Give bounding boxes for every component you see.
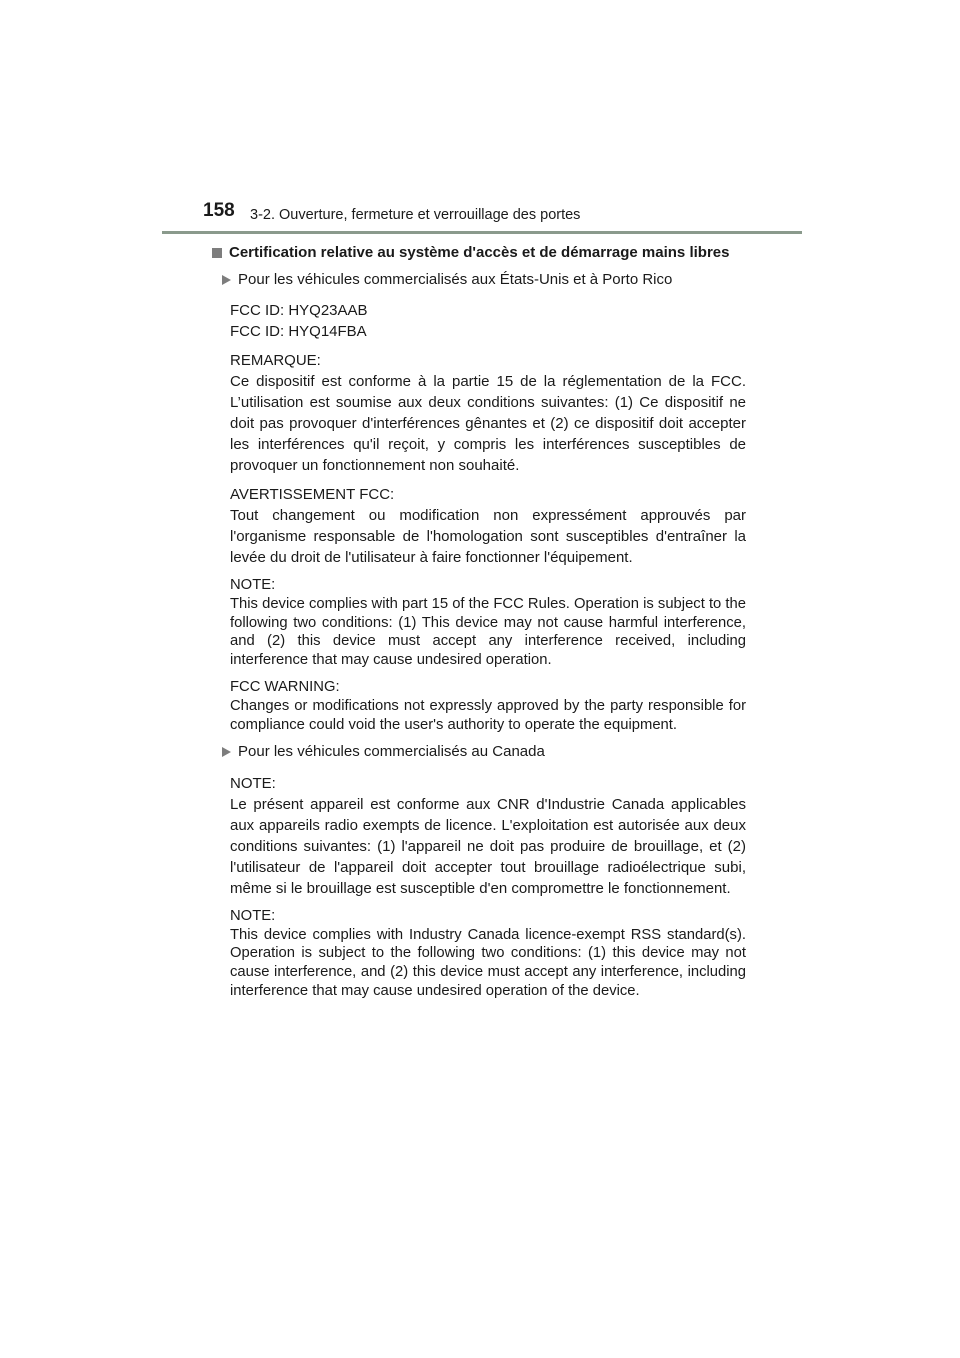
avertissement-block: [230, 484, 746, 568]
fcc-id-block: [230, 300, 746, 342]
section-heading-text: Certification relative au système d'accès et de démarrage mains libres: [229, 244, 730, 261]
canada-note-fr-text: Le présent appareil est conforme aux CNR d'Industrie Canada applicables aux appareils radio exempts de licence. L'exploitation est autorisée aux deux conditions suivantes: (1) l'appareil ne doit pas produire de brouillage, et (2) l'utilisateur de l'appareil doit accepter tout brouillage radioélectrique subi, même si le brouillage est susceptible d'en compromettre le fonctionnement.: [230, 795, 746, 897]
usa-subheading: [222, 270, 746, 291]
canada-note-en-title: NOTE:: [230, 907, 276, 924]
canada-subheading: [222, 742, 746, 763]
page-content: [210, 243, 746, 1009]
page-header: [0, 0, 960, 240]
remarque-title: REMARQUE:: [230, 352, 321, 369]
fcc-warning-text: Changes or modifications not expressly approved by the party responsible for compliance could void the user's authority to operate the equipment.: [230, 697, 746, 733]
fcc-warning-title: FCC WARNING:: [230, 678, 340, 695]
canada-note-fr-title: NOTE:: [230, 774, 276, 792]
fcc-warning-block: [230, 678, 746, 734]
canada-subheading-text: Pour les véhicules commercialisés au Canada: [238, 743, 545, 761]
note-title: NOTE:: [230, 577, 276, 593]
square-bullet-icon: [212, 248, 222, 258]
remarque-block: [230, 350, 746, 476]
avertissement-text: Tout changement ou modification non expressément approuvés par l'organisme responsable de l'homologation sont susceptibles d'entraîner la levée du droit de l'utilisateur à faire fonctionner l'équipement.: [230, 507, 746, 566]
fcc-id-1: FCC ID: HYQ23AAB: [230, 302, 368, 319]
canada-note-fr-block: [230, 773, 746, 899]
canada-note-en-text: This device complies with Industry Canada licence-exempt RSS standard(s). Operation is subject to the following two conditions: (1) this device may not cause interference, and (2) this device must accept any interference, including interference that may cause undesired operation of the device.: [230, 926, 746, 1000]
header-divider: [162, 231, 802, 234]
usa-subheading-text: Pour les véhicules commercialisés aux États-Unis et à Porto Rico: [238, 270, 673, 288]
note-text: This device complies with part 15 of the FCC Rules. Operation is subject to the following two conditions: (1) This device may not cause harmful interference, and (2) this device must accept any interference received, including interference that may cause undesired operation.: [230, 595, 746, 669]
fcc-id-2: FCC ID: HYQ14FBA: [230, 323, 367, 340]
page-number: 158: [203, 200, 235, 221]
triangle-bullet-icon: [222, 747, 231, 757]
section-title: 3-2. Ouverture, fermeture et verrouillage des portes: [250, 207, 581, 223]
note-block: [230, 576, 746, 670]
triangle-bullet-icon: [222, 275, 231, 285]
canada-note-en-block: [230, 907, 746, 1001]
section-heading: [212, 243, 746, 264]
remarque-text: Ce dispositif est conforme à la partie 15 de la réglementation de la FCC. L’utilisation est soumise aux deux conditions suivantes: (1) Ce dispositif ne doit pas provoquer d'interférences gênantes et (2) ce dispositif doit accepter les interférences qu'il reçoit, y compris les interférences susceptibles de provoquer un fonctionnement non souhaité.: [230, 373, 746, 474]
avertissement-title: AVERTISSEMENT FCC:: [230, 486, 395, 503]
